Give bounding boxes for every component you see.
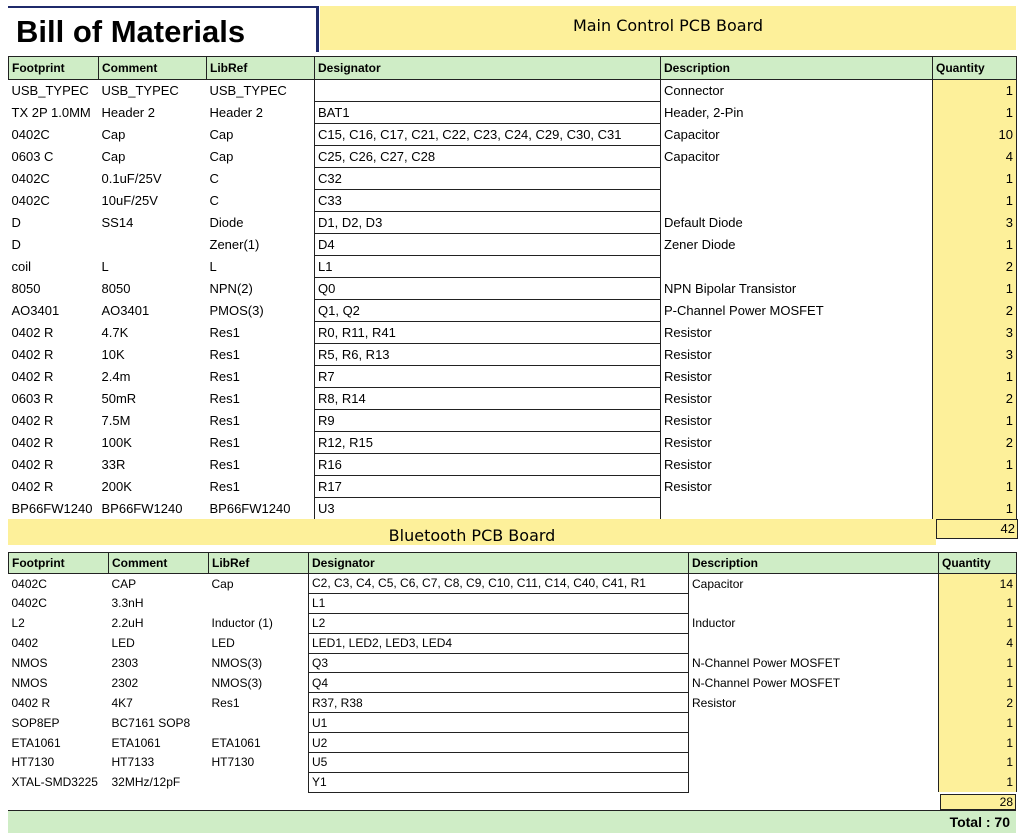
designator-cell: Q1, Q2: [315, 300, 661, 322]
quantity-cell: 1: [933, 102, 1017, 124]
table-row: [9, 190, 1017, 212]
table-row: [9, 124, 1017, 146]
footprint-cell: HT7130: [11, 755, 55, 770]
libref-cell: C: [209, 193, 219, 208]
description-cell: Default Diode: [664, 215, 743, 230]
bom-header: [8, 6, 1016, 52]
bt-board-table: [8, 552, 1017, 793]
footprint-cell: 0402 R: [11, 479, 54, 494]
description-cell: NPN Bipolar Transistor: [664, 281, 797, 296]
description-cell: [689, 713, 939, 733]
quantity-cell: 1: [933, 498, 1017, 520]
comment-cell: AO3401: [101, 303, 150, 318]
description-cell: Zener Diode: [664, 237, 736, 252]
table-header-row: [9, 57, 1017, 80]
footprint-cell: 0402C: [11, 127, 50, 142]
designator-cell: BAT1: [315, 102, 661, 124]
description-cell: Resistor: [664, 391, 712, 406]
designator-cell: R16: [315, 454, 661, 476]
description-cell: Header, 2-Pin: [664, 105, 744, 120]
description-cell: [689, 733, 939, 753]
footprint-cell: 0402 R: [11, 325, 54, 340]
table-row: [9, 234, 1017, 256]
comment-cell: 2.4m: [101, 369, 131, 384]
main-board-table: [8, 56, 1017, 520]
designator-cell: R5, R6, R13: [315, 344, 661, 366]
libref-cell: Cap: [211, 576, 234, 591]
table-header-row: [9, 553, 1017, 574]
designator-cell: R8, R14: [315, 388, 661, 410]
comment-cell: 50mR: [101, 391, 137, 406]
comment-cell: BC7161 SOP8: [111, 715, 191, 730]
column-header: Description: [661, 57, 933, 80]
bt-board-title: Bluetooth PCB Board: [8, 519, 936, 545]
comment-cell: 2.2uH: [111, 616, 144, 631]
libref-cell: [209, 593, 309, 613]
quantity-cell: 1: [939, 753, 1017, 773]
footprint-cell: 0402 R: [11, 369, 54, 384]
table-row: [9, 653, 1017, 673]
footprint-cell: L2: [11, 616, 25, 631]
designator-cell: U2: [309, 733, 689, 753]
comment-cell: 2303: [111, 656, 139, 670]
comment-cell: 4.7K: [101, 325, 129, 340]
quantity-cell: 1: [933, 190, 1017, 212]
footprint-cell: 0603 C: [11, 149, 54, 164]
quantity-cell: 1: [939, 613, 1017, 633]
libref-cell: Header 2: [209, 105, 263, 120]
main-board-section: [8, 56, 1016, 520]
designator-cell: R0, R11, R41: [315, 322, 661, 344]
quantity-cell: 2: [933, 300, 1017, 322]
designator-cell: R9: [315, 410, 661, 432]
libref-cell: ETA1061: [211, 735, 261, 750]
description-cell: [661, 498, 933, 520]
footprint-cell: coil: [11, 259, 32, 274]
designator-cell: D4: [315, 234, 661, 256]
footprint-cell: D: [11, 237, 21, 252]
table-row: [9, 753, 1017, 773]
table-row: [9, 574, 1017, 594]
quantity-cell: 1: [939, 653, 1017, 673]
libref-cell: C: [209, 171, 219, 186]
column-header: Comment: [99, 57, 207, 80]
designator-cell: LED1, LED2, LED3, LED4: [309, 633, 689, 653]
comment-cell: CAP: [111, 576, 137, 591]
column-header: Quantity: [939, 553, 1017, 574]
main-board-title: Main Control PCB Board: [320, 6, 1016, 50]
quantity-cell: 2: [939, 693, 1017, 713]
table-row: [9, 146, 1017, 168]
comment-cell: SS14: [101, 215, 134, 230]
quantity-cell: 1: [933, 168, 1017, 190]
quantity-cell: 1: [933, 366, 1017, 388]
column-header: Designator: [315, 57, 661, 80]
quantity-cell: 2: [933, 432, 1017, 454]
libref-cell: [209, 713, 309, 733]
footprint-cell: 0402C: [11, 576, 47, 591]
quantity-cell: 1: [933, 278, 1017, 300]
libref-cell: Inductor (1): [211, 616, 273, 631]
quantity-cell: 1: [933, 410, 1017, 432]
comment-cell: 8050: [101, 281, 131, 296]
designator-cell: L1: [315, 256, 661, 278]
comment-cell: 10uF/25V: [101, 193, 158, 208]
comment-cell: 7.5M: [101, 413, 131, 428]
table-row: [9, 366, 1017, 388]
quantity-cell: 1: [939, 593, 1017, 613]
libref-cell: NPN(2): [209, 281, 253, 296]
table-row: [9, 693, 1017, 713]
footprint-cell: 0402 R: [11, 435, 54, 450]
comment-cell: Cap: [101, 149, 126, 164]
designator-cell: D1, D2, D3: [315, 212, 661, 234]
libref-cell: Res1: [209, 457, 240, 472]
column-header: Comment: [109, 553, 209, 574]
comment-cell: HT7133: [111, 755, 155, 770]
description-cell: P-Channel Power MOSFET: [664, 303, 824, 318]
description-cell: [661, 256, 933, 278]
table-row: [9, 212, 1017, 234]
table-row: [9, 322, 1017, 344]
designator-cell: U5: [309, 753, 689, 773]
table-row: [9, 673, 1017, 693]
libref-cell: Zener(1): [209, 237, 260, 252]
bt-subtotal: 28: [940, 794, 1016, 810]
designator-cell: R37, R38: [309, 693, 689, 713]
description-cell: [689, 633, 939, 653]
description-cell: [689, 753, 939, 773]
description-cell: Capacitor: [692, 576, 744, 591]
description-cell: Resistor: [664, 413, 712, 428]
footprint-cell: SOP8EP: [11, 715, 60, 730]
description-cell: Resistor: [664, 369, 712, 384]
comment-cell: Cap: [101, 127, 126, 142]
description-cell: Capacitor: [664, 127, 720, 142]
comment-cell: LED: [111, 636, 135, 651]
quantity-cell: 3: [933, 344, 1017, 366]
designator-cell: Q3: [309, 653, 689, 673]
libref-cell: NMOS(3): [211, 656, 263, 670]
column-header: LibRef: [209, 553, 309, 574]
table-row: [9, 388, 1017, 410]
table-row: [9, 454, 1017, 476]
title-box: [8, 6, 319, 52]
designator-cell: C15, C16, C17, C21, C22, C23, C24, C29, C30, C31: [315, 124, 661, 146]
libref-cell: Res1: [209, 413, 240, 428]
column-header: LibRef: [207, 57, 315, 80]
description-cell: Capacitor: [664, 149, 720, 164]
table-row: [9, 613, 1017, 633]
designator-cell: U3: [315, 498, 661, 520]
footprint-cell: 8050: [11, 281, 41, 296]
libref-cell: Res1: [209, 347, 240, 362]
footprint-cell: NMOS: [11, 675, 48, 690]
comment-cell: 200K: [101, 479, 132, 494]
quantity-cell: 1: [939, 713, 1017, 733]
comment-cell: [99, 234, 207, 256]
description-cell: N-Channel Power MOSFET: [692, 675, 841, 690]
designator-cell: L2: [309, 613, 689, 633]
comment-cell: 3.3nH: [111, 596, 144, 611]
footprint-cell: AO3401: [11, 303, 60, 318]
footprint-cell: XTAL-SMD3225: [11, 775, 98, 790]
footprint-cell: 0402C: [11, 596, 47, 611]
footprint-cell: 0402C: [11, 171, 50, 186]
table-row: [9, 432, 1017, 454]
description-cell: N-Channel Power MOSFET: [692, 656, 841, 670]
footprint-cell: NMOS: [11, 656, 48, 670]
column-header: Footprint: [9, 553, 109, 574]
description-cell: Resistor: [664, 479, 712, 494]
designator-cell: Q0: [315, 278, 661, 300]
total-bar: [8, 810, 1016, 833]
description-cell: Resistor: [664, 457, 712, 472]
quantity-cell: 10: [933, 124, 1017, 146]
description-cell: Connector: [664, 83, 724, 99]
table-row: [9, 633, 1017, 653]
description-cell: Resistor: [664, 325, 712, 340]
bt-board-section: [8, 552, 1016, 793]
libref-cell: USB_TYPEC: [209, 83, 287, 99]
comment-cell: USB_TYPEC: [101, 83, 179, 99]
footprint-cell: 0402 R: [11, 413, 54, 428]
grand-total: Total : 70: [949, 814, 1010, 830]
designator-cell: L1: [309, 593, 689, 613]
libref-cell: Cap: [209, 149, 234, 164]
libref-cell: L: [209, 259, 217, 274]
designator-cell: R17: [315, 476, 661, 498]
column-header: Description: [689, 553, 939, 574]
quantity-cell: 1: [933, 476, 1017, 498]
quantity-cell: 3: [933, 322, 1017, 344]
table-row: [9, 410, 1017, 432]
page-title: Bill of Materials: [16, 14, 246, 49]
quantity-cell: 4: [939, 633, 1017, 653]
designator-cell: C32: [315, 168, 661, 190]
quantity-cell: 1: [939, 673, 1017, 693]
comment-cell: 10K: [101, 347, 125, 362]
quantity-cell: 1: [933, 454, 1017, 476]
description-cell: Resistor: [692, 695, 737, 710]
libref-cell: BP66FW1240: [209, 501, 291, 516]
quantity-cell: 1: [933, 80, 1017, 102]
table-row: [9, 344, 1017, 366]
quantity-cell: 1: [939, 733, 1017, 753]
footprint-cell: USB_TYPEC: [11, 83, 89, 99]
quantity-cell: 2: [933, 256, 1017, 278]
table-row: [9, 80, 1017, 102]
quantity-cell: 2: [933, 388, 1017, 410]
libref-cell: Res1: [209, 435, 240, 450]
comment-cell: 100K: [101, 435, 132, 450]
table-row: [9, 102, 1017, 124]
footprint-cell: 0402 R: [11, 347, 54, 362]
designator-cell: C25, C26, C27, C28: [315, 146, 661, 168]
libref-cell: Res1: [209, 369, 240, 384]
comment-cell: 33R: [101, 457, 126, 472]
footprint-cell: TX 2P 1.0MM: [11, 105, 91, 120]
description-cell: [661, 190, 933, 212]
libref-cell: Res1: [209, 479, 240, 494]
designator-cell: R12, R15: [315, 432, 661, 454]
footprint-cell: 0603 R: [11, 391, 54, 406]
libref-cell: HT7130: [211, 755, 255, 770]
quantity-cell: 1: [939, 772, 1017, 792]
description-cell: [689, 593, 939, 613]
table-row: [9, 733, 1017, 753]
designator-cell: C2, C3, C4, C5, C6, C7, C8, C9, C10, C11, C14, C40, C41, R1: [309, 574, 689, 594]
libref-cell: PMOS(3): [209, 303, 264, 318]
libref-cell: [209, 772, 309, 792]
designator-cell: [315, 80, 661, 102]
quantity-cell: 3: [933, 212, 1017, 234]
designator-cell: Y1: [309, 772, 689, 792]
footprint-cell: BP66FW1240: [11, 501, 93, 516]
footprint-cell: 0402: [11, 636, 39, 651]
libref-cell: Res1: [209, 391, 240, 406]
main-subtotal: 42: [936, 519, 1018, 539]
footprint-cell: D: [11, 215, 21, 230]
table-row: [9, 300, 1017, 322]
quantity-cell: 1: [933, 234, 1017, 256]
table-row: [9, 498, 1017, 520]
table-row: [9, 772, 1017, 792]
designator-cell: U1: [309, 713, 689, 733]
table-row: [9, 168, 1017, 190]
column-header: Quantity: [933, 57, 1017, 80]
libref-cell: Cap: [209, 127, 234, 142]
comment-cell: 32MHz/12pF: [111, 775, 181, 790]
libref-cell: NMOS(3): [211, 675, 263, 690]
footprint-cell: 0402C: [11, 193, 50, 208]
comment-cell: L: [101, 259, 109, 274]
table-row: [9, 713, 1017, 733]
footprint-cell: 0402 R: [11, 457, 54, 472]
libref-cell: Res1: [211, 695, 240, 710]
footprint-cell: 0402 R: [11, 695, 51, 710]
quantity-cell: 14: [939, 574, 1017, 594]
comment-cell: 2302: [111, 675, 139, 690]
description-cell: Inductor: [692, 616, 736, 631]
column-header: Footprint: [9, 57, 99, 80]
table-row: [9, 593, 1017, 613]
column-header: Designator: [309, 553, 689, 574]
libref-cell: Diode: [209, 215, 244, 230]
quantity-cell: 4: [933, 146, 1017, 168]
designator-cell: R7: [315, 366, 661, 388]
comment-cell: 0.1uF/25V: [101, 171, 162, 186]
footprint-cell: ETA1061: [11, 735, 61, 750]
table-row: [9, 476, 1017, 498]
comment-cell: Header 2: [101, 105, 155, 120]
table-row: [9, 278, 1017, 300]
libref-cell: LED: [211, 636, 235, 651]
comment-cell: 4K7: [111, 695, 133, 710]
comment-cell: ETA1061: [111, 735, 161, 750]
designator-cell: Q4: [309, 673, 689, 693]
designator-cell: C33: [315, 190, 661, 212]
libref-cell: Res1: [209, 325, 240, 340]
table-row: [9, 256, 1017, 278]
description-cell: [661, 168, 933, 190]
description-cell: Resistor: [664, 435, 712, 450]
description-cell: Resistor: [664, 347, 712, 362]
description-cell: [689, 772, 939, 792]
comment-cell: BP66FW1240: [101, 501, 183, 516]
